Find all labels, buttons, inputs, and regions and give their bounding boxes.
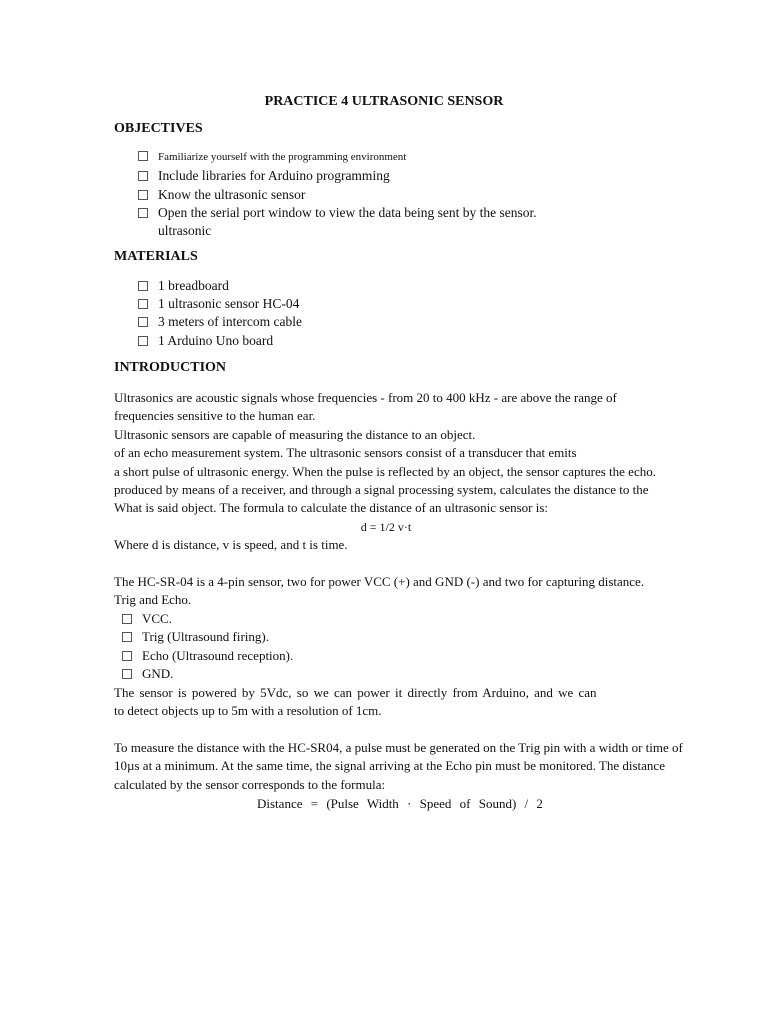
bullet-icon xyxy=(122,632,132,642)
text-line: to detect objects up to 5m with a resolution of 1cm. xyxy=(114,703,382,719)
text-line: What is said object. The formula to calculate the distance of an ultrasonic sensor is: xyxy=(114,500,549,516)
pin-item xyxy=(122,628,269,646)
material-text: 1 breadboard xyxy=(158,278,229,293)
bullet-icon xyxy=(138,171,148,181)
objective-text: Familiarize yourself with the programming environment xyxy=(158,151,407,163)
text-line: Ultrasonic sensors are capable of measuring the distance to an object. xyxy=(114,426,476,442)
formula-pulse-distance: Distance = (Pulse Width · Speed of Sound) / 2 xyxy=(257,796,543,811)
objective-item xyxy=(138,167,390,185)
objective-item xyxy=(138,148,406,166)
hc-sr04-paragraph xyxy=(114,573,658,610)
bullet-icon xyxy=(122,651,132,661)
objective-text: Open the serial port window to view the data being sent by the sensor. xyxy=(158,205,537,220)
text-line: Trig and Echo. xyxy=(114,592,192,608)
text-line: a short pulse of ultrasonic energy. When the pulse is reflected by an object, the sensor captures the echo. xyxy=(114,463,656,479)
material-item xyxy=(138,313,302,331)
objective-item xyxy=(138,204,537,222)
page-title: PRACTICE 4 ULTRASONIC SENSOR xyxy=(264,94,504,109)
pin-text: VCC. xyxy=(142,611,172,626)
objective-continuation xyxy=(158,222,211,240)
bullet-icon xyxy=(138,336,148,346)
text-line: Where d is distance, v is speed, and t is time. xyxy=(114,537,348,553)
objectives-heading: OBJECTIVES xyxy=(114,121,203,136)
material-text: 1 Arduino Uno board xyxy=(158,333,274,348)
materials-heading: MATERIALS xyxy=(114,249,198,264)
pin-item xyxy=(122,610,172,628)
material-item xyxy=(138,332,273,350)
introduction-heading: INTRODUCTION xyxy=(114,360,227,375)
material-item xyxy=(138,277,229,295)
material-text: 3 meters of intercom cable xyxy=(158,314,302,329)
bullet-icon xyxy=(138,317,148,327)
material-item xyxy=(138,295,299,313)
objective-text: Know the ultrasonic sensor xyxy=(158,187,306,202)
objective-text: Include libraries for Arduino programming xyxy=(158,168,390,183)
bullet-icon xyxy=(122,614,132,624)
measure-paragraph xyxy=(114,739,683,794)
pin-item xyxy=(122,647,293,665)
material-text: 1 ultrasonic sensor HC-04 xyxy=(158,296,300,311)
bullet-icon xyxy=(138,190,148,200)
text-line: The HC-SR-04 is a 4-pin sensor, two for power VCC (+) and GND (-) and two for capturing distance. xyxy=(114,574,645,589)
text-line: of an echo measurement system. The ultrasonic sensors consist of a transducer that emits xyxy=(114,445,577,461)
pin-item xyxy=(122,665,173,683)
bullet-icon xyxy=(138,281,148,291)
text-line: 10µs at a minimum. At the same time, the signal arriving at the Echo pin must be monitored. The distance xyxy=(114,758,665,774)
bullet-icon xyxy=(122,669,132,679)
pin-text: Trig (Ultrasound firing). xyxy=(142,629,269,644)
text-line: Ultrasonics are acoustic signals whose frequencies - from 20 to 400 kHz - are above the range of xyxy=(114,390,617,405)
text-line: The sensor is powered by 5Vdc, so we can power it directly from Arduino, and we can xyxy=(114,685,597,700)
pin-text: Echo (Ultrasound reception). xyxy=(142,648,294,663)
power-paragraph xyxy=(114,684,658,721)
formula-distance: d = 1/2 v·t xyxy=(360,519,412,534)
text-line: calculated by the sensor corresponds to the formula: xyxy=(114,776,386,792)
objective-item xyxy=(138,186,305,204)
pin-text: GND. xyxy=(142,666,174,681)
bullet-icon xyxy=(138,299,148,309)
text-line: produced by means of a receiver, and through a signal processing system, calculates the distance to the xyxy=(114,482,649,498)
text-line: To measure the distance with the HC-SR04, a pulse must be generated on the Trig pin with a width or time of xyxy=(114,740,683,755)
bullet-icon xyxy=(138,208,148,218)
text-line: frequencies sensitive to the human ear. xyxy=(114,408,316,424)
bullet-icon xyxy=(138,151,148,161)
introduction-paragraph xyxy=(114,389,658,555)
objective-text: ultrasonic xyxy=(158,223,212,238)
